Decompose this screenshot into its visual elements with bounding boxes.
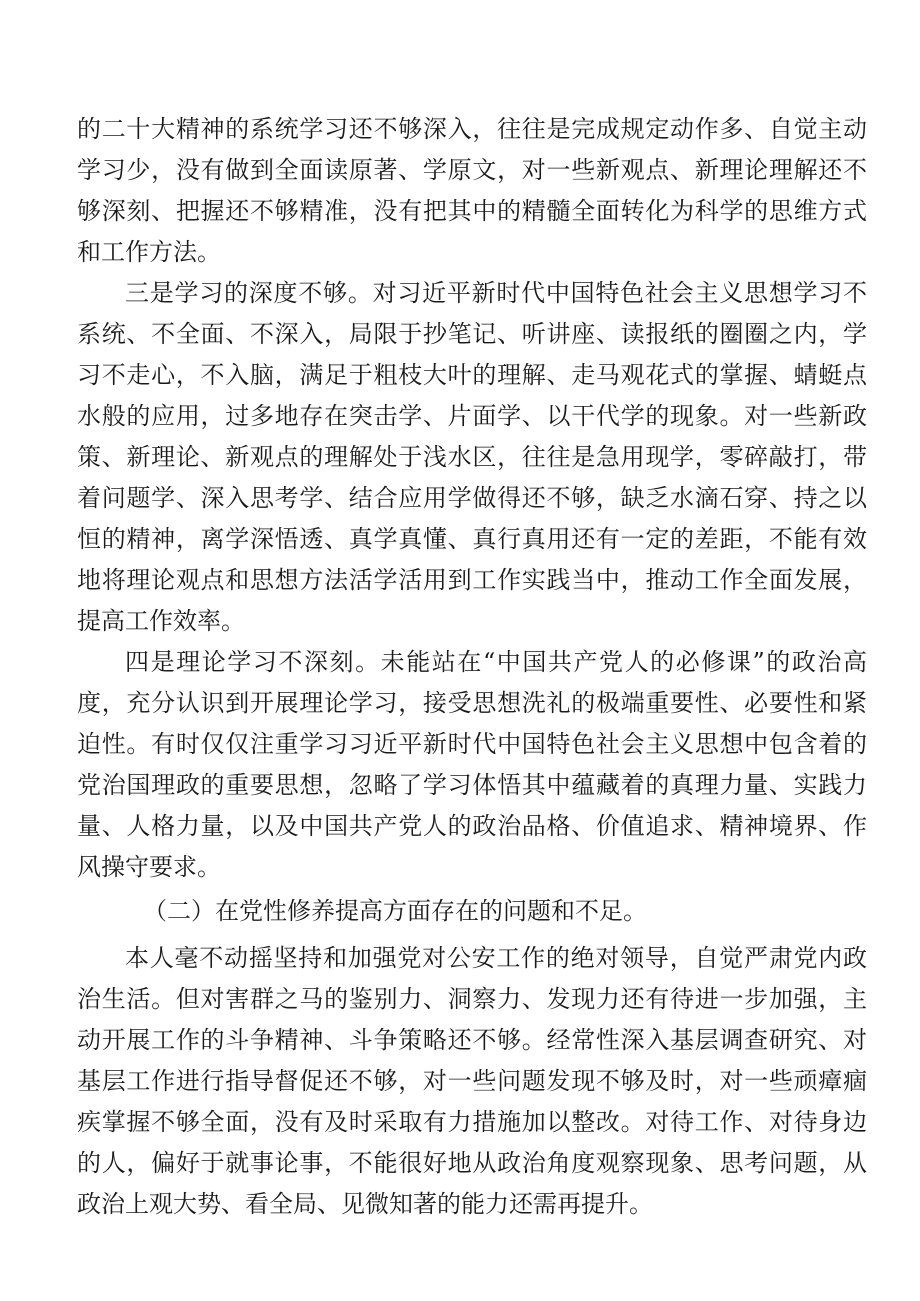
document-body bbox=[77, 109, 867, 1225]
paragraph-theory-study: 四是理论学习不深刻。未能站在“中国共产党人的必修课”的政治高度，充分认识到开展理论学习，接受思想洗礼的极端重要性、必要性和紧迫性。有时仅仅注重学习习近平新时代中国特色社会主义思想中包含着的党治国理政的重要思想，忽略了学习体悟其中蕴藏着的真理力量、实践力量、人格力量，以及中国共产党人的政治品格、价值追求、精神境界、作风操守要求。 bbox=[77, 648, 867, 881]
paragraph-learning-depth: 三是学习的深度不够。对习近平新时代中国特色社会主义思想学习不系统、不全面、不深入，局限于抄笔记、听讲座、读报纸的圈圈之内，学习不走心，不入脑，满足于粗枝大叶的理解、走马观花式的掌握、蜻蜓点水般的应用，过多地存在突击学、片面学、以干代学的现象。对一些新政策、新理论、新观点的理解处于浅水区，往往是急用现学，零碎敲打，带着问题学、深入思考学、结合应用学做得还不够，缺乏水滴石穿、持之以恒的精神，离学深悟透、真学真懂、真行真用还有一定的差距，不能有效地将理论观点和思想方法活学活用到工作实践当中，推动工作全面发展，提高工作效率。 bbox=[77, 279, 867, 635]
section-heading: （二）在党性修养提高方面存在的问题和不足。 bbox=[143, 897, 647, 925]
paragraph-continuation: 的二十大精神的系统学习还不够深入，往往是完成规定动作多、自觉主动学习少，没有做到全面读原著、学原文，对一些新观点、新理论理解还不够深刻、把握还不够精准，没有把其中的精髓全面转化为科学的思维方式和工作方法。 bbox=[77, 115, 867, 266]
paragraph-party-spirit: 本人毫不动摇坚持和加强党对公安工作的绝对领导，自觉严肃党内政治生活。但对害群之马的鉴别力、洞察力、发现力还有待进一步加强，主动开展工作的斗争精神、斗争策略还不够。经常性深入基层调查研究、对基层工作进行指导督促还不够，对一些问题发现不够及时，对一些顽瘴痼疾掌握不够全面，没有及时采取有力措施加以整改。对待工作、对待身边的人，偏好于就事论事，不能很好地从政治角度观察现象、思考问题，从政治上观大势、看全局、见微知著的能力还需再提升。 bbox=[77, 944, 867, 1218]
